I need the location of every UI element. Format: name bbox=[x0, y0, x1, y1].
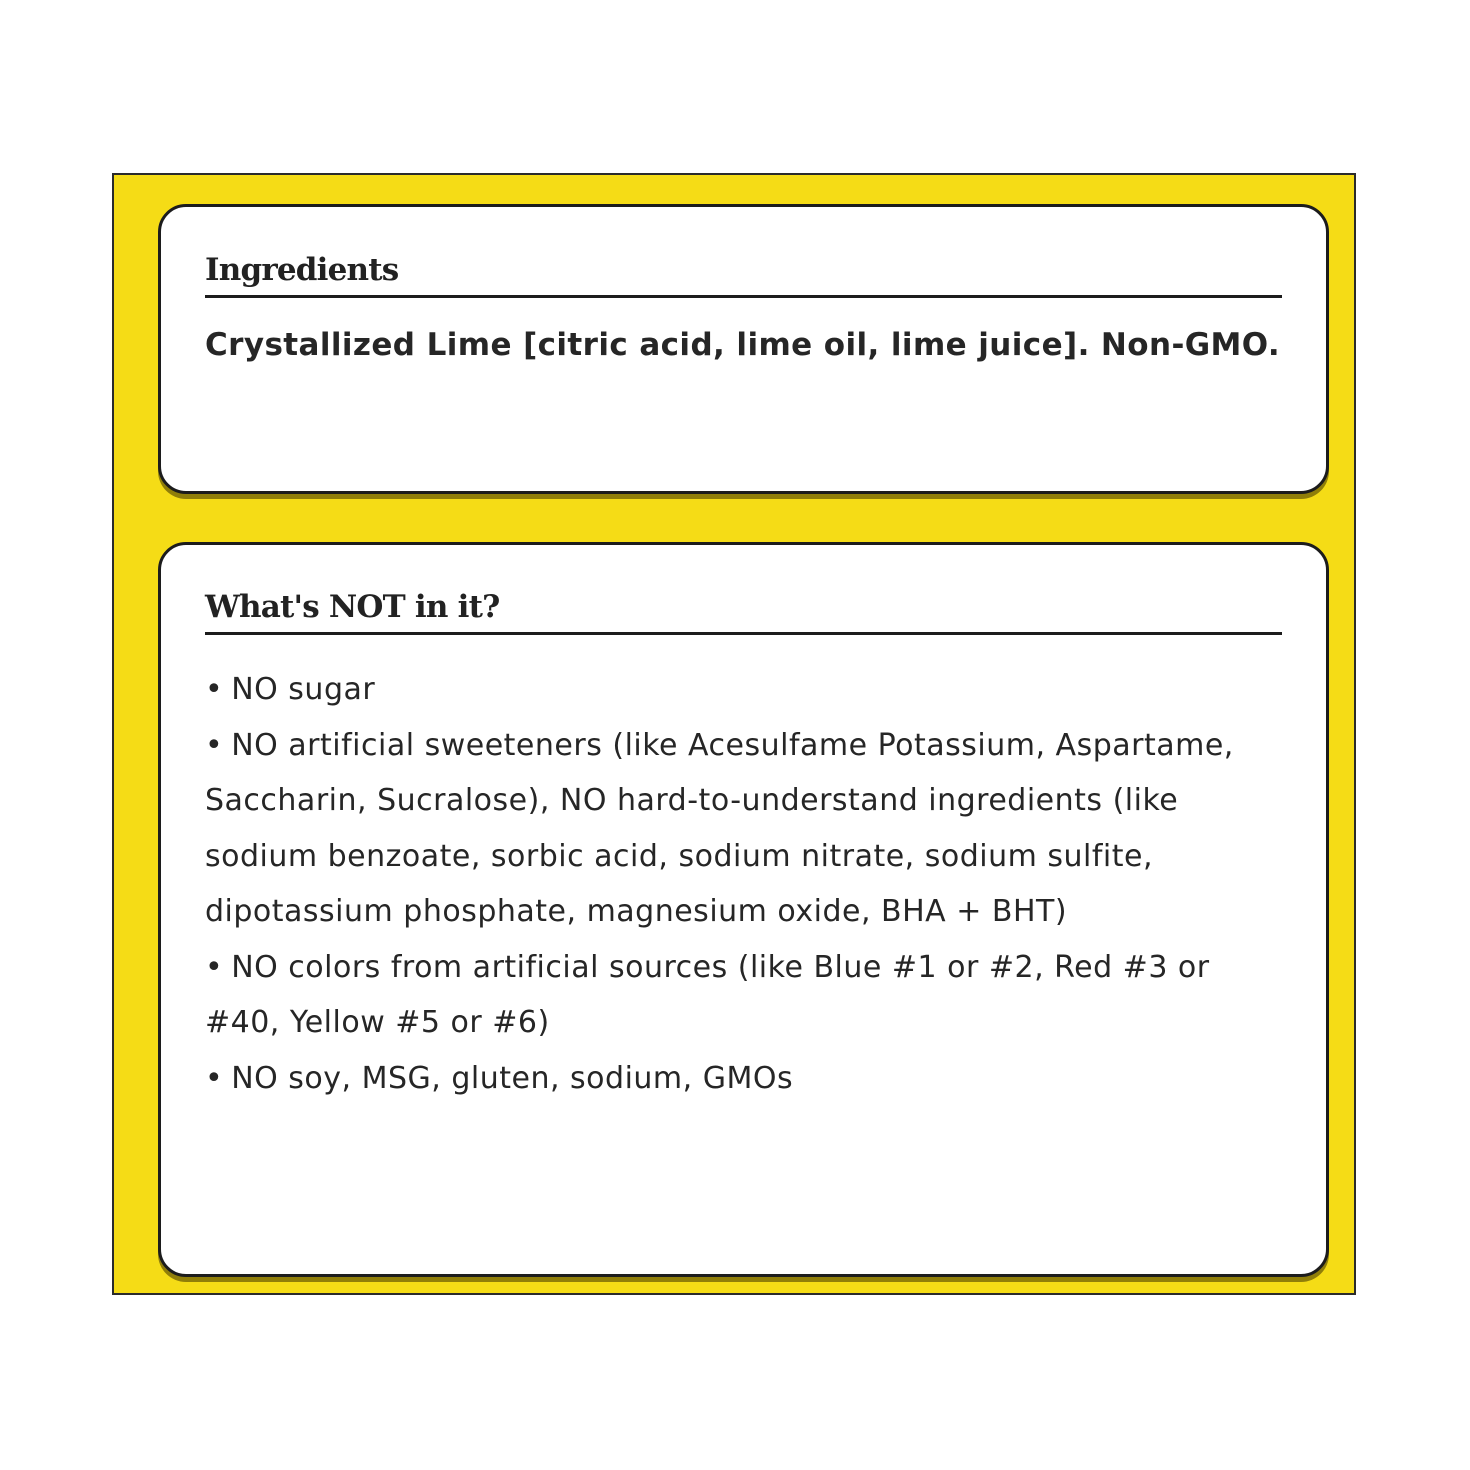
ingredients-heading: Ingredients bbox=[205, 253, 1282, 298]
ingredients-text: Crystallized Lime [citric acid, lime oil, lime juice]. Non-GMO. bbox=[205, 327, 1281, 363]
list-item bbox=[205, 940, 1286, 1051]
not-in-it-card bbox=[158, 542, 1329, 1277]
bullet-icon: • bbox=[205, 1060, 224, 1096]
bullet-icon: • bbox=[205, 672, 224, 707]
list-item-text: NO soy, MSG, gluten, sodium, GMOs bbox=[231, 1060, 794, 1096]
list-item bbox=[205, 662, 1286, 718]
list-item bbox=[205, 718, 1286, 940]
list-item-text: NO sugar bbox=[231, 672, 376, 707]
list-item-text: NO artificial sweeteners (like Acesulfame Potassium, Aspartame, Saccharin, Sucralose), NO hard-to-understand ingredients (like sodium benzoate, sorbic acid, sodium nitrate, sodium sulfite, dipotassium phosphate, magnesium oxide, BHA + BHT) bbox=[205, 727, 1234, 929]
product-info-panel bbox=[112, 173, 1356, 1295]
list-item-text: NO colors from artificial sources (like Blue #1 or #2, Red #3 or #40, Yellow #5 or #6) bbox=[205, 949, 1210, 1040]
not-in-it-list bbox=[205, 662, 1286, 1106]
list-item bbox=[205, 1051, 1286, 1107]
not-in-it-heading: What's NOT in it? bbox=[205, 590, 1282, 635]
ingredients-card bbox=[158, 204, 1329, 494]
bullet-icon: • bbox=[205, 727, 224, 763]
bullet-icon: • bbox=[205, 949, 224, 985]
